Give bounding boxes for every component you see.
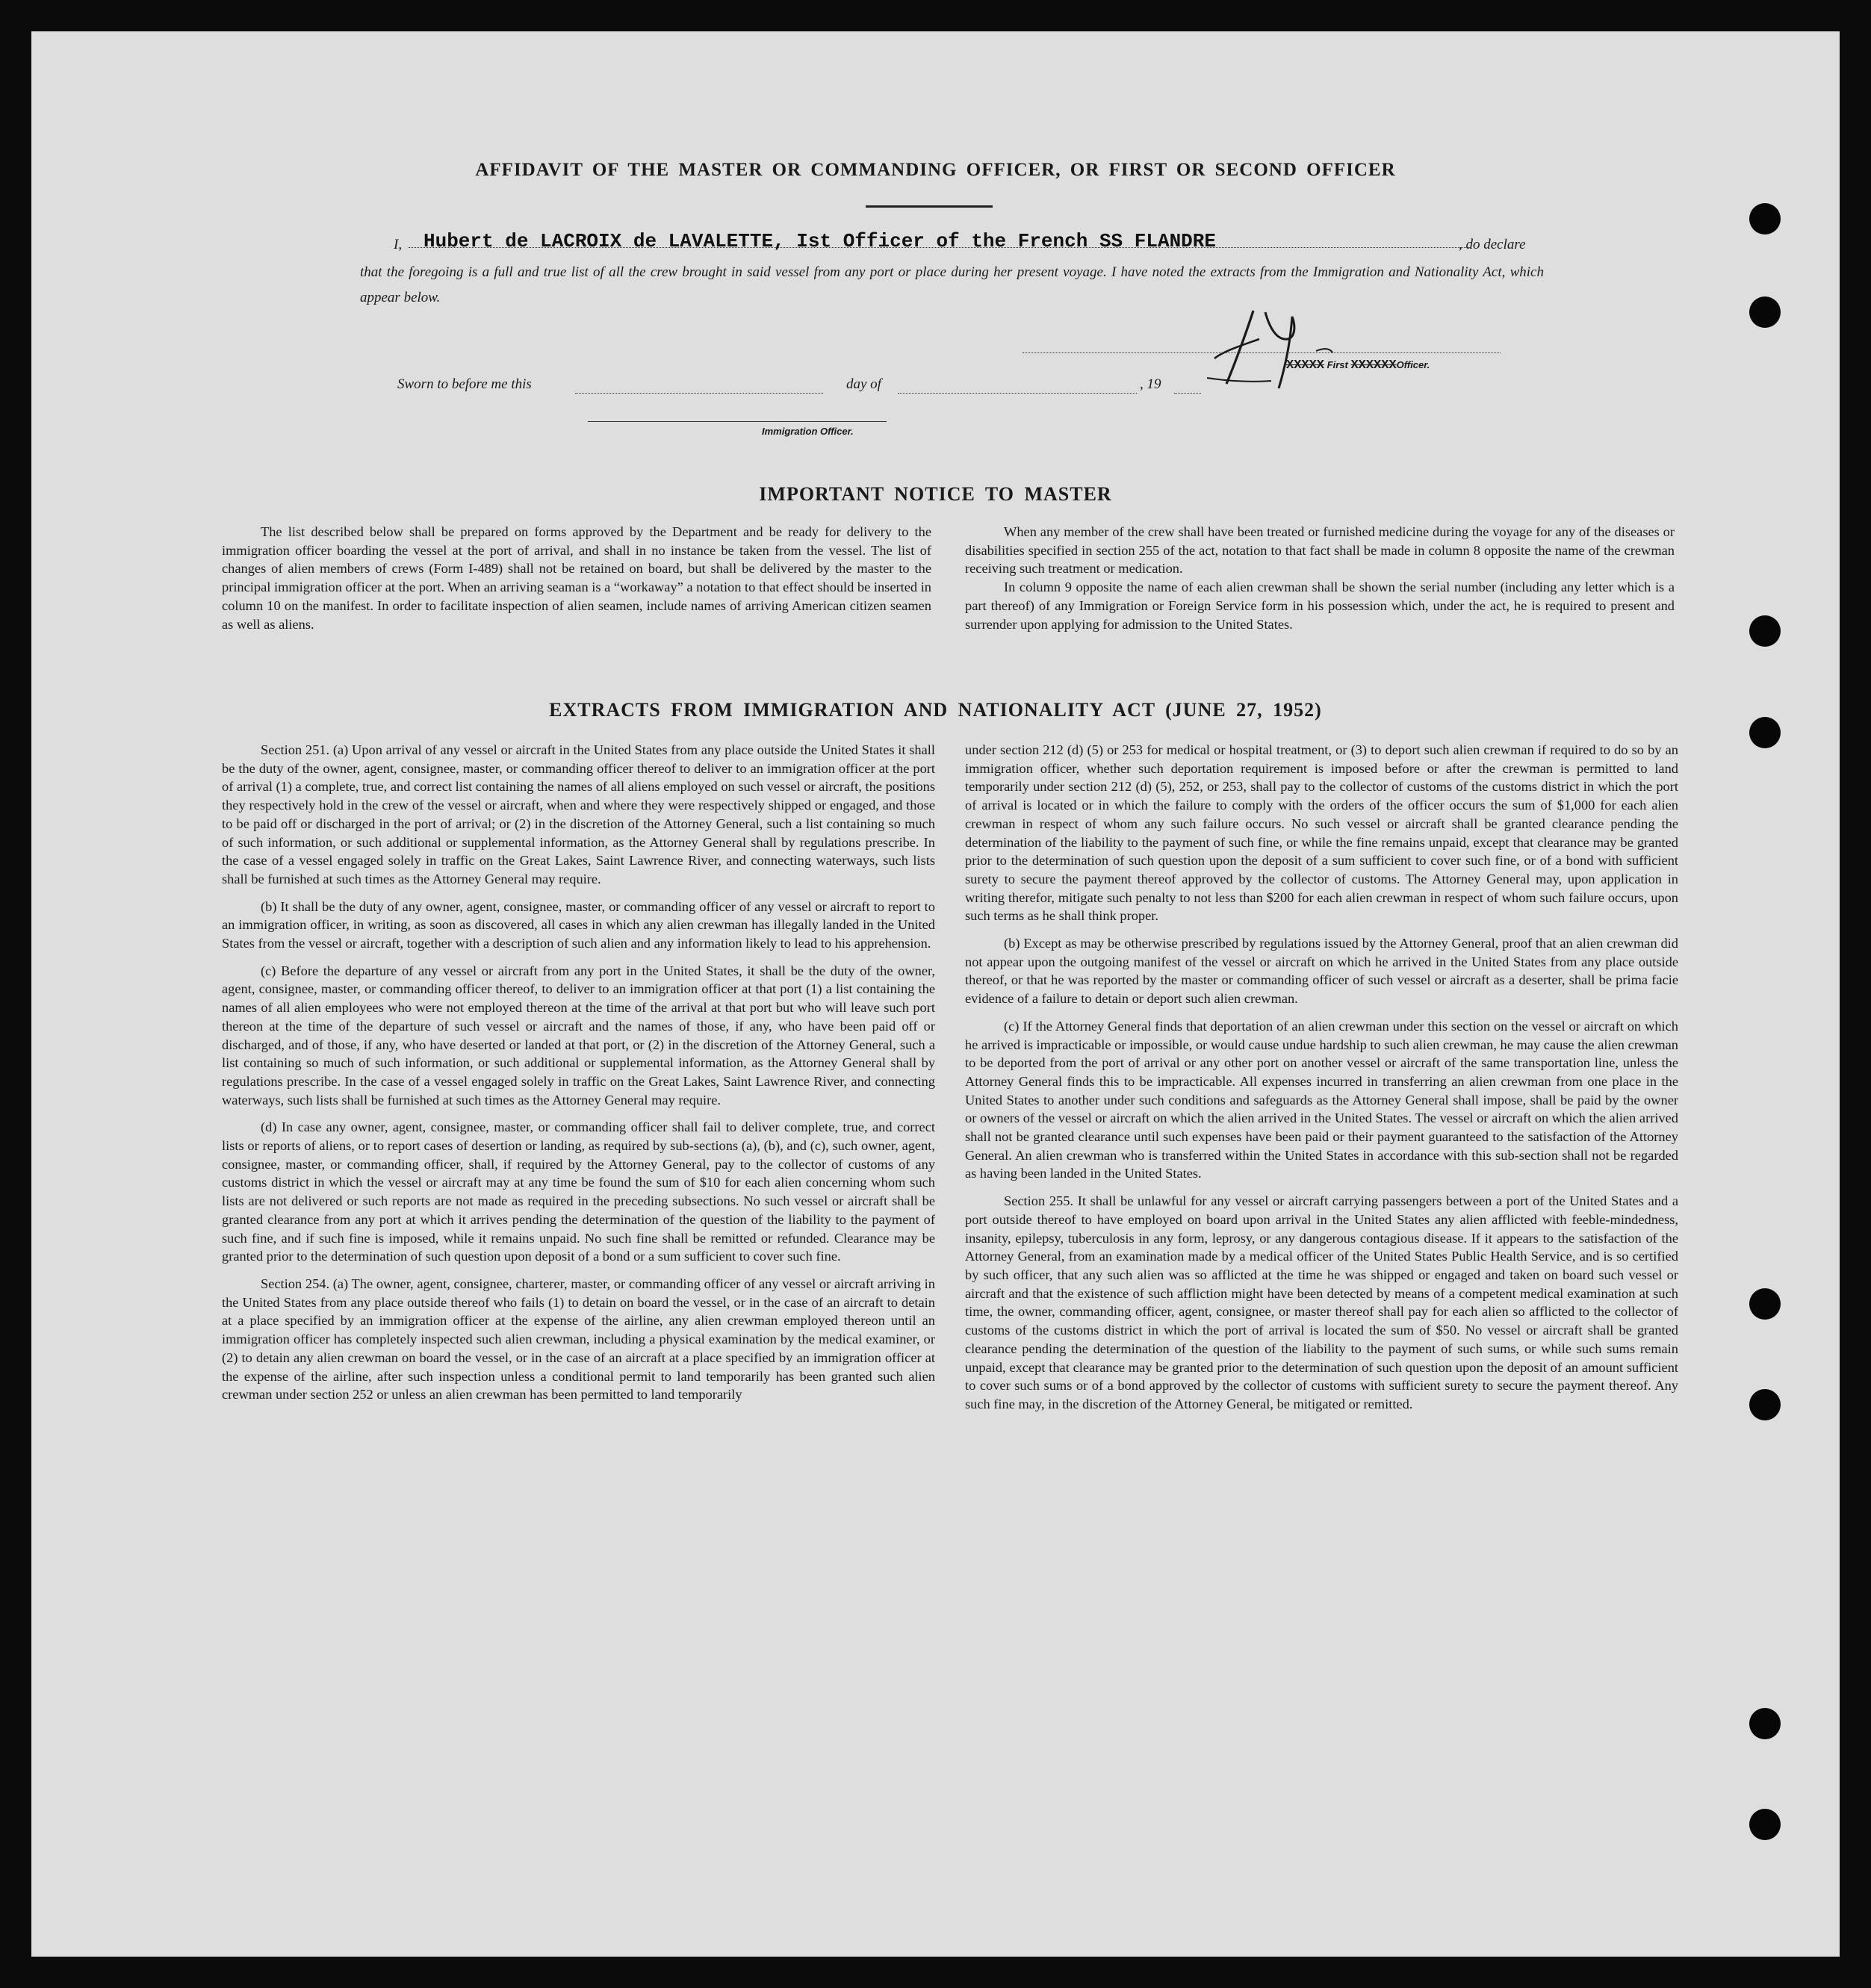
punch-hole <box>1749 1809 1781 1840</box>
act-section: Section 251. (a) Upon arrival of any vessel or aircraft in the United States from any place outside the United States it shall be the duty of the owner, agent, consignee, master, or commanding officer thereof to deliver to an immigration officer at the port of arrival (1) a complete, true, and correct list containing the names of all aliens employed on such vessel or aircraft, the positions they respectively hold in the crew of the vessel or aircraft, when and where they were respectively shipped or engaged, and those to be paid off or discharged in the port of arrival; or (2) in the discretion of the Attorney General, such a list containing so much of such information, or such additional or supplemental information, as the Attorney General shall by regulations prescribe. In the case of a vessel engaged solely in traffic on the Great Lakes, Saint Lawrence River, and connecting waterways, such lists shall be furnished at such times as the Attorney General may require. <box>222 742 935 886</box>
sworn-label: Sworn to before me this <box>397 376 532 392</box>
punch-hole <box>1749 1708 1781 1739</box>
extracts-left-column <box>222 741 935 1413</box>
notice-paragraph: When any member of the crew shall have been treated or furnished medicine during the voyage for any of the diseases or disabilities specified in section 255 of the act, notation to that fact shall be made in column 8 opposite the name of the crewman receiving such treatment or medication. <box>965 524 1675 577</box>
affidavit-title: AFFIDAVIT OF THE MASTER OR COMMANDING OFFICER, OR FIRST OR SECOND OFFICER <box>475 160 1396 180</box>
signature-line <box>1023 352 1501 353</box>
officer-designation <box>1286 358 1533 373</box>
act-section: Section 255. It shall be unlawful for any vessel or aircraft carrying passengers between a port of the United States and a port outside thereof to have employed on board upon arrival in the United States any alien afflicted with feeble-mindedness, insanity, epilepsy, tuberculosis in any form, leprosy, or any dangerous contagious disease. If it appears to the satisfaction of the Attorney General, from an examination made by a medical officer of the United States Public Health Service, and is so certified by such officer, that any such alien was so afflicted at the time he was shipped or engaged and taken on board such vessel or aircraft and that the existence of such affliction might have been detected by means of a competent medical examination at such time, the owner, commanding officer, agent, consignee, or master thereof shall pay for each alien so afflicted to the collector of customs of the customs district in which the port of arrival is located the sum of $50. No vessel or aircraft shall be granted clearance pending the determination of the question of the liability to the payment of such sums, or while such sums remain unpaid, except that clearance may be granted prior to the determination of such question upon the deposit of an amount sufficient to cover such sums or of a bond approved by the collector of customs with sufficient surety to secure the payment thereof. Any such fine may, in the discretion of the Attorney General, be mitigated or remitted. <box>965 1193 1678 1411</box>
declaration-prefix: I, <box>394 237 403 252</box>
extracts-heading: EXTRACTS FROM IMMIGRATION AND NATIONALITY ACT (JUNE 27, 1952) <box>549 699 1322 721</box>
date-month-line <box>898 393 1137 394</box>
punch-hole <box>1749 615 1781 647</box>
act-section: (c) Before the departure of any vessel or aircraft from any port in the United States, it shall be the duty of the owner, agent, consignee, master, or commanding officer thereof, to deliver to an immigration officer at that port (1) a list containing the names of all alien employees who were not employed thereon at the time of the arrival at that port but who will leave such port thereon at the time of the departure of such vessel or aircraft and the names of those, if any, who have been paid off or discharged, and of those, if any, who have deserted or landed at that port, or (2) in the discretion of the Attorney General, such a list containing so much of such information, or such additional or supplemental information, as the Attorney General shall by regulations prescribe. In the case of a vessel engaged solely in traffic on the Great Lakes, Saint Lawrence River, and connecting waterways, such lists shall be furnished at such times as the Attorney General may require. <box>222 963 935 1108</box>
date-day-line <box>575 393 823 394</box>
year-line <box>1174 393 1201 394</box>
act-section: (b) Except as may be otherwise prescribed by regulations issued by the Attorney General, proof that an alien crewman did not appear upon the outgoing manifest of the vessel or aircraft on which he arrived in the United States from any place outside thereof, or that he was reported by the master or commanding officer of such vessel or aircraft as a deserter, shall be prima facie evidence of a failure to detain or deport such alien crewman. <box>965 936 1678 1007</box>
title-rule <box>866 205 993 208</box>
officer-first: First <box>1327 359 1348 370</box>
immigration-officer-label: Immigration Officer. <box>762 426 854 437</box>
punch-hole <box>1749 1288 1781 1320</box>
year-label: , 19 <box>1140 376 1161 392</box>
notice-paragraph: In column 9 opposite the name of each alien crewman shall be shown the serial number (including any letter which is a part thereof) of any Immigration or Foreign Service form in his possession which, under the act, he is required to present and surrender upon applying for admission to the United States. <box>965 580 1675 632</box>
officer-suffix: Officer. <box>1396 359 1430 370</box>
act-section: (b) It shall be the duty of any owner, agent, consignee, master, or commanding officer of any vessel or aircraft to report to an immigration officer, in writing, as soon as discovered, all cases in which any alien crewman has illegally landed in the United States from the vessel or aircraft, together with a description of such alien and any information likely to lead to his apprehension. <box>222 898 935 951</box>
notice-right-column <box>965 523 1675 642</box>
act-section: (d) In case any owner, agent, consignee, master, or commanding officer shall fail to deliver complete, true, and correct lists or reports of aliens, or to report cases of desertion or landing, as required by sub-sections (a), (b), and (c), such owner, agent, consignee, master, or commanding officer, shall, if required by the Attorney General, pay to the collector of customs of any customs district in which the vessel or aircraft may at any time be found the sum of $10 for each alien concerning whom such lists are not delivered or such reports are not made as required in the preceding subsections. No such vessel or aircraft shall be granted clearance from any port at which it arrives pending the determination of the question of the liability to the payment of such fine, and if such fine is imposed, while it remains unpaid. No such fine shall be remitted or refunded. Clearance may be granted prior to the determination of such question upon deposit of a bond or a sum sufficient to cover such fine. <box>222 1119 935 1264</box>
punch-hole <box>1749 717 1781 748</box>
struck-text: XXXXX <box>1286 358 1325 373</box>
notice-paragraph: The list described below shall be prepared on forms approved by the Department and be ready for delivery to the immigration officer boarding the vessel at the port of arrival, and shall in no instance be taken from the vessel. The list of changes of alien members of crews (Form I-489) shall not be retained on board, but shall be delivered by the master to the principal immigration officer at the port. When an arriving seaman is a “workaway” a notation to that effect should be inserted in column 10 on the manifest. In order to facilitate inspection of alien seamen, include names of arriving American citizen seamen as well as aliens. <box>222 524 931 632</box>
declaration-body: that the foregoing is a full and true list of all the crew brought in said vessel from any port or place during her present voyage. I have noted the extracts from the Immigration and Nationality Act, which appear below. <box>360 264 1544 305</box>
handwritten-signature <box>1204 306 1353 396</box>
immigration-officer-line <box>588 421 887 422</box>
day-of-label: day of <box>846 376 881 392</box>
punch-hole <box>1749 203 1781 234</box>
notice-left-column <box>222 523 931 642</box>
do-declare-text: , do declare <box>1459 237 1526 252</box>
extracts-right-column <box>965 741 1678 1423</box>
struck-text: XXXXXX <box>1350 358 1397 373</box>
notice-heading: IMPORTANT NOTICE TO MASTER <box>759 483 1112 505</box>
punch-hole <box>1749 1389 1781 1420</box>
act-section: (c) If the Attorney General finds that deportation of an alien crewman under this section on the vessel or aircraft on which he arrived is impracticable or impossible, or would cause undue hardship to such alien crewman, he may cause the alien crewman to be deported from the port of arrival or any other port on another vessel or aircraft of the same transportation line, unless the Attorney General finds this to be impracticable. All expenses incurred in transferring an alien crewman from one place in the United States to another under such conditions and safeguards as the Attorney General shall impose, shall be paid by the owner or owners of the vessel or aircraft on which the alien arrived in the United States. The vessel or aircraft on which the alien arrived shall not be granted clearance until such expenses have been paid or their payment guaranteed to the satisfaction of the Attorney General. An alien crewman who is transferred within the United States in accordance with this sub-section shall not be regarded as having been landed in the United States. <box>965 1018 1678 1181</box>
officer-name-field: Hubert de LACROIX de LAVALETTE, Ist Officer of the French SS FLANDRE <box>423 230 1216 252</box>
punch-hole <box>1749 296 1781 328</box>
document-page <box>31 31 1840 1957</box>
act-section: under section 212 (d) (5) or 253 for medical or hospital treatment, or (3) to deport such alien crewman if required to do so by an immigration officer, whether such deportation requirement is imposed before or after the crewman is permitted to land temporarily under section 212 (d) (5), 252, or 253, shall pay to the collector of customs of the customs district in which the port of arrival is located or in which the failure to comply with the orders of the officer occurs the sum of $1,000 for each alien crewman in respect of whom any such failure occurs. No such vessel or aircraft shall be granted clearance pending the determination of the liability to the payment of such fine, or while the fine remains unpaid, except that clearance may be granted prior to the determination of such question upon the deposit of a sum sufficient to cover such fine, or of a bond with sufficient surety to secure the payment thereof approved by the collector of customs. The Attorney General may, upon application in writing therefor, mitigate such penalty to not less than $200 for each alien crewman in respect of whom such failure occurs, upon such terms as he shall think proper. <box>965 742 1678 924</box>
act-section: Section 254. (a) The owner, agent, consignee, charterer, master, or commanding officer of any vessel or aircraft arriving in the United States from any place outside thereof who fails (1) to detain on board the vessel, or in the case of an aircraft to detain at a place specified by an immigration officer at the expense of the airline, any alien crewman employed thereon until an immigration officer has completely inspected such alien crewman, including a physical examination by the medical examiner, or (2) to detain any alien crewman on board the vessel, or in the case of an aircraft at a place specified by an immigration officer at the expense of the airline, after such inspection unless a conditional permit to land temporarily has been granted such alien crewman under section 252 or unless an alien crewman has been permitted to land temporarily <box>222 1276 935 1403</box>
